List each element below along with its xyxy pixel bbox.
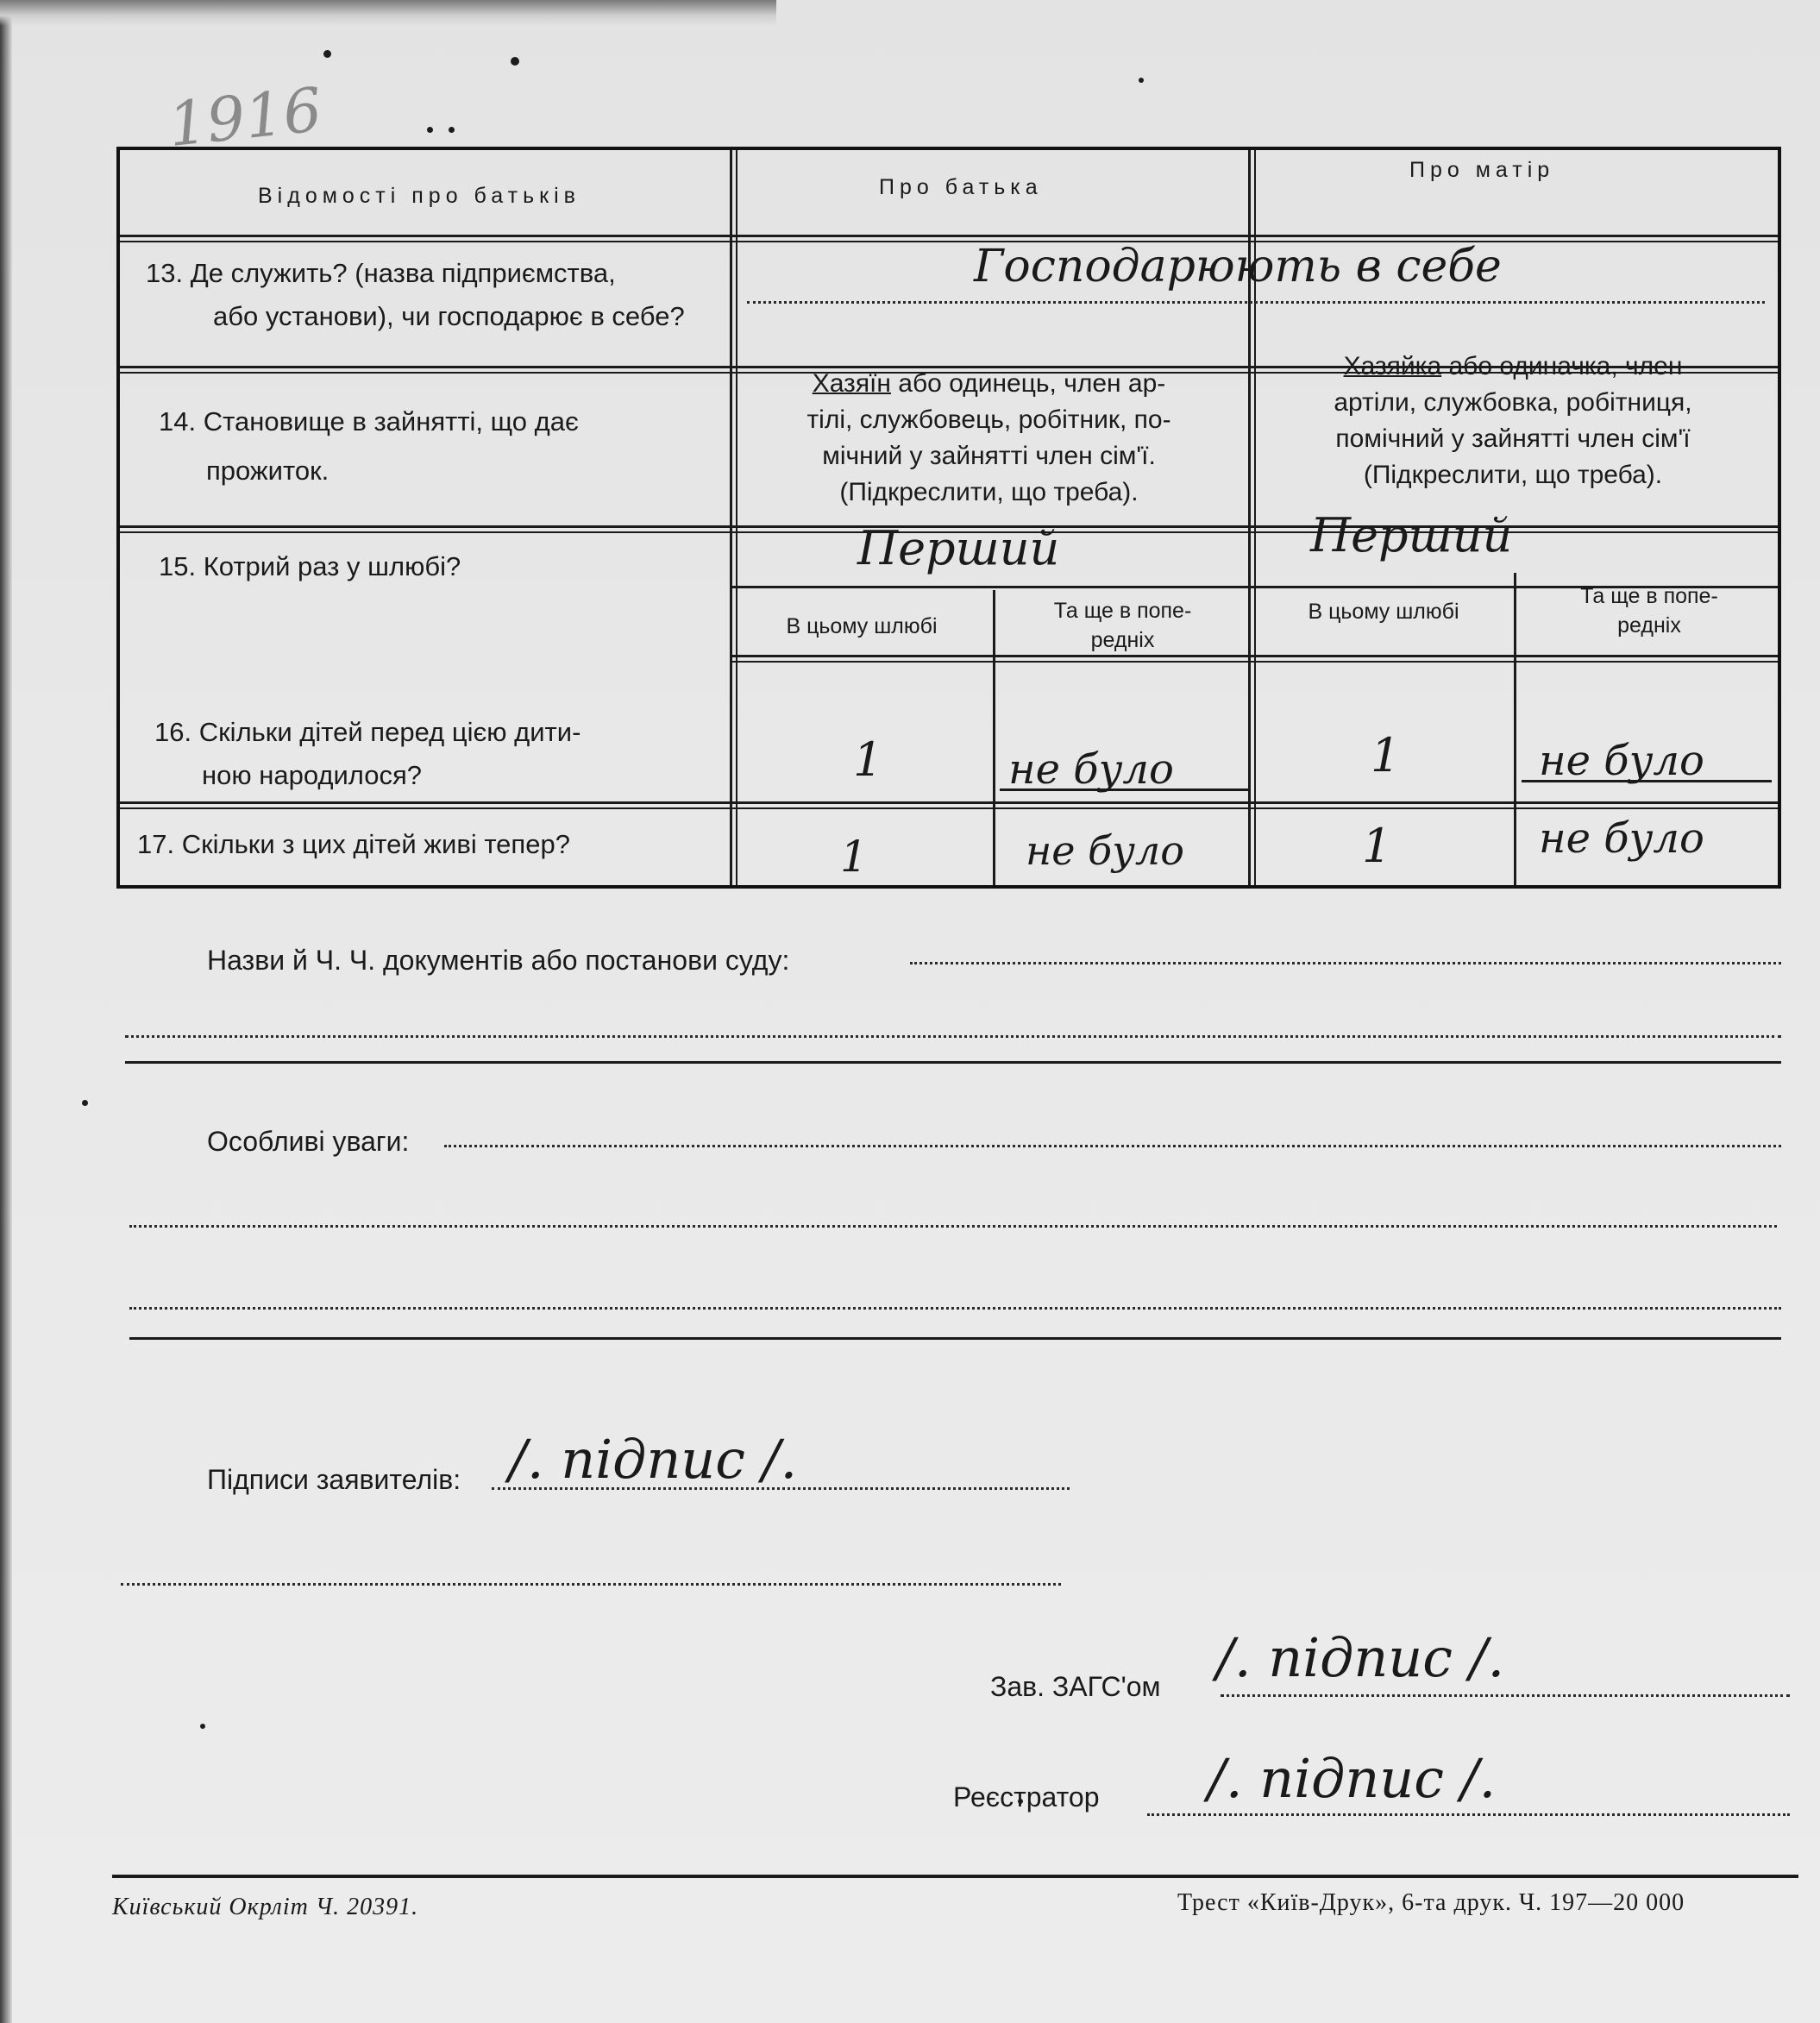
q13-question <box>146 252 715 338</box>
q14-mother-underlined: Хазяйка <box>1343 352 1442 380</box>
q15-question-text: Котрий раз у шлюбі? <box>203 551 461 581</box>
subheader-father-this-marriage: В цьому шлюбі <box>786 614 938 638</box>
applicants-signature: /. підпис /. <box>509 1428 798 1491</box>
remarks-line-2 <box>129 1225 1777 1228</box>
q16-question <box>154 711 715 797</box>
header-parents-info: Відомості про батьків <box>258 184 581 208</box>
q14-mother-options <box>1258 349 1767 493</box>
row-divider <box>120 235 1778 242</box>
scan-speck <box>82 1100 88 1106</box>
subheader-mother-previous-line2: редніх <box>1617 613 1681 638</box>
q16-mother-this: 1 <box>1371 728 1401 782</box>
applicants-line-2 <box>121 1583 1061 1586</box>
subheader-mother-previous-line1: Та ще в попе- <box>1580 584 1718 608</box>
remarks-rule <box>129 1337 1781 1340</box>
q14-question-line2: прожиток. <box>206 455 329 486</box>
footer-printer-left: Київський Окрліт Ч. 20391. <box>112 1894 419 1920</box>
column-divider <box>730 150 737 885</box>
q13-answer-line <box>747 301 1765 304</box>
registrar-label: Реєстратор <box>953 1781 1100 1813</box>
remarks-line-1 <box>444 1145 1781 1147</box>
remarks-line-3 <box>129 1307 1781 1310</box>
scan-speck <box>449 127 455 133</box>
q14-mother-line4: (Підкреслити, що треба). <box>1363 461 1663 489</box>
subheader-father-previous <box>1004 596 1241 655</box>
q14-father-line2: тілі, службовець, робітник, по- <box>806 405 1171 434</box>
year-mark: 1916 <box>165 73 325 161</box>
row-divider <box>730 655 1778 663</box>
q17-mother-this: 1 <box>1362 819 1392 873</box>
q17-father-prev: не було <box>1026 827 1184 874</box>
head-signature-line <box>1221 1694 1790 1697</box>
q16-question-line2: ною народилося? <box>202 760 422 790</box>
q16-question-line1: Скільки дітей перед цією дити- <box>198 717 581 747</box>
scan-speck <box>511 57 519 66</box>
q14-father-line3: мічний у зайнятті член сім'ї. <box>822 442 1156 470</box>
subheader-mother-previous <box>1524 581 1774 640</box>
q14-father-line4: (Підкреслити, що треба). <box>839 478 1139 506</box>
documents-line-2 <box>125 1035 1781 1038</box>
subheader-mother-this-marriage: В цьому шлюбі <box>1308 600 1459 624</box>
q14-mother-line1: або одиначка, член <box>1441 352 1683 380</box>
column-divider <box>993 590 995 885</box>
row-divider <box>120 801 1778 809</box>
q14-mother-line2: артіли, службовка, робітниця, <box>1334 388 1692 417</box>
footer-rule <box>112 1875 1798 1878</box>
registrar-signature-line <box>1147 1813 1790 1816</box>
documents-label: Назви й Ч. Ч. документів або постанови суду: <box>207 945 790 976</box>
column-divider <box>1514 573 1516 885</box>
q17-father-this: 1 <box>840 832 868 882</box>
scan-speck <box>427 127 433 133</box>
q15-question <box>159 545 461 588</box>
scan-speck <box>1139 78 1144 83</box>
q14-father-line1: або одинець, член ар- <box>890 369 1166 398</box>
registrar-signature: /. підпис /. <box>1208 1747 1497 1810</box>
q13-number: 13. <box>146 258 184 288</box>
scan-speck <box>323 50 331 58</box>
q14-question-line1: Становище в зайнятті, що дає <box>203 406 579 437</box>
q14-number: 14. <box>159 406 197 437</box>
q16-number: 16. <box>154 717 192 747</box>
footer-printer-right: Трест «Київ-Друк», 6-та друк. Ч. 197—20 000 <box>1177 1889 1685 1916</box>
page-top-shadow <box>0 0 776 26</box>
q13-question-line2: або установи), чи господарює в себе? <box>213 301 685 331</box>
header-father: Про батька <box>879 175 1043 199</box>
q13-question-line1: Де служить? (назва підприємства, <box>190 258 616 288</box>
header-mother: Про матір <box>1409 158 1555 182</box>
q17-number: 17. <box>137 829 175 859</box>
q16-father-this: 1 <box>853 732 883 787</box>
subheader-father-previous-line1: Та ще в попе- <box>1053 599 1192 623</box>
head-signature: /. підпис /. <box>1216 1626 1505 1689</box>
documents-line-1 <box>910 962 1781 964</box>
q14-father-underlined: Хазяїн <box>812 369 891 398</box>
scan-speck <box>200 1724 205 1729</box>
q14-mother-line3: помічний у зайнятті член сім'ї <box>1335 424 1691 453</box>
documents-rule <box>125 1061 1781 1064</box>
q16-father-prev: не було <box>1008 745 1174 794</box>
q17-question <box>137 823 570 866</box>
page-edge-shadow <box>0 0 12 2023</box>
q16-mother-prev: не було <box>1539 737 1704 785</box>
q14-father-options <box>741 366 1237 511</box>
q13-answer: Господарюють в себе <box>974 241 1502 292</box>
remarks-label: Особливі уваги: <box>207 1126 410 1157</box>
applicants-label: Підписи заявителів: <box>207 1464 461 1495</box>
head-label: Зав. ЗАГС'ом <box>990 1671 1161 1702</box>
q17-question-text: Скільки з цих дітей живі тепер? <box>181 829 570 859</box>
q15-number: 15. <box>159 551 197 581</box>
q15-mother-answer: Перший <box>1310 508 1513 562</box>
q15-father-answer: Перший <box>857 521 1060 575</box>
q14-question <box>159 400 711 499</box>
subheader-father-previous-line2: редніх <box>1090 628 1155 652</box>
q17-mother-prev: не було <box>1539 814 1704 863</box>
parents-info-table <box>116 147 1781 889</box>
